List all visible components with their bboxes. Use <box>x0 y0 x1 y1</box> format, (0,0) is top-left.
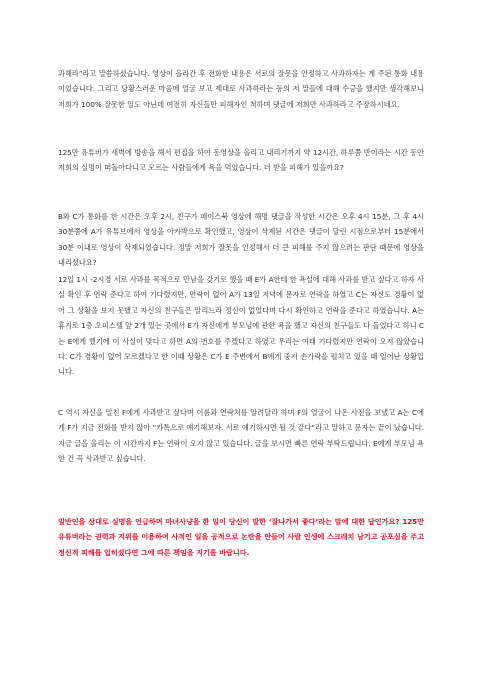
paragraph-timeline: B와 C가 통화를 한 시간은 오후 2시, 친구가 페이스북 영상에 해명 댓글을 작성한 시간은 오후 4시 15분, 그 후 4시 30분쯤에 A가 유튜브에서 영상을 아카박으로 확인했고, 영상이 삭제된 시간은 댓글이 달린 시점으로부터 15분에서 30분 이내로 영상이 삭제되었습니다. 정말 저희가 잘못을 인정해서 더 큰 피해를 주지 않으려는 판단 때문에 영상을 내리셨나요? <box>58 212 424 268</box>
paragraph-responsibility-highlight: 일반인을 상대로 실명을 언급하며 마녀사냥을 한 일이 당신이 말한 ‘잘나가서 좋다’라는 말에 대한 답인가요? 125만 유튜버라는 권력과 지위를 이용하여 사적인 일을 공적으로 논란을 만들어 사람 인생에 스크래치 남기고 공포심을 주고 정신적 피해를 입히셨다면 그에 따른 책임을 지기를 바랍니다. <box>58 517 424 557</box>
paragraph-contact-request: C 역시 자신을 밀친 F에게 사과받고 싶다며 이름과 연락처를 알려달라 하며 F의 얼굴이 나온 사진을 보냈고 A는 C에게 F가 지금 전화를 받지 않아 “카톡으로 얘기해보자. 서로 얘기하시면 될 것 같다”라고 말하고 문자는 끝이 났습니다. 지금 글을 올리는 이 시간까지 F는 연락이 오지 않고 있습니다. 글을 보시면 빠른 연락 부탁드립니다. E에게 부모님 욕한 건 꼭 사과받고 싶습니다. <box>58 408 424 464</box>
paragraph-twelve-hours: 125만 유튜버가 새벽에 방송을 해서 편집을 하여 동영상을 올리고 내리기까지 약 12시간, 하루쯤 반이라는 시간 동안 저희의 실명이 떠돌아다니고 모르는 사람들에게 욕을 먹었습니다. 더 받을 피해가 있을까요? <box>58 148 424 173</box>
paragraph-meeting: 12일 1시 -2시경 서로 사과를 목적으로 만남을 갖기로 했을 때 E가 A한테 한 욕설에 대해 사과를 받고 싶다고 하자 사실 확인 후 연락 준다고 하여 기다렸지만, 연락이 없어 A가 13일 저녁에 문자로 연락을 하였고 C는 자신도 경황이 없어 그 상황을 보지 못했고 자신의 친구들은 말리느라 정신이 없었다며 다시 확인하고 연락을 준다고 하였습니다. A는 휴지로 1층 오피스텔 앞 2개 있는 곳에서 E가 자신에게 부모님에 관한 욕을 했고 자신의 친구들도 다 들었다고 하니 C는 E에게 했기에 이 사실이 맞다고 하면 A의 번호를 주겠다고 하였고 우리는 여태 기다렸지만 연락이 오지 않았습니다. C가 경황이 없어 모르겠다고 한 이때 상황은 C가 E 주변에서 B에게 중지 손가락을 펼치고 있을 때 일어난 상황입니다. <box>58 275 424 377</box>
paragraph-apology-call: 과해라”라고 말씀하셨습니다. 영상이 올라간 후 전화한 내용은 서로의 잘못을 인정하고 사과하자는 게 주된 통화 내용이었습니다. 그리고 당황스러운 마음에 얼굴 보고 제대로 사과하라는 등의 저 말들에 대해 수긍을 했지만 생각해보니 저희가 100% 잘못한 일도 아닌데 여전히 자신들만 피해자인 척하며 댓글에 저희만 사과하라고 주장하시네요. <box>58 69 424 109</box>
